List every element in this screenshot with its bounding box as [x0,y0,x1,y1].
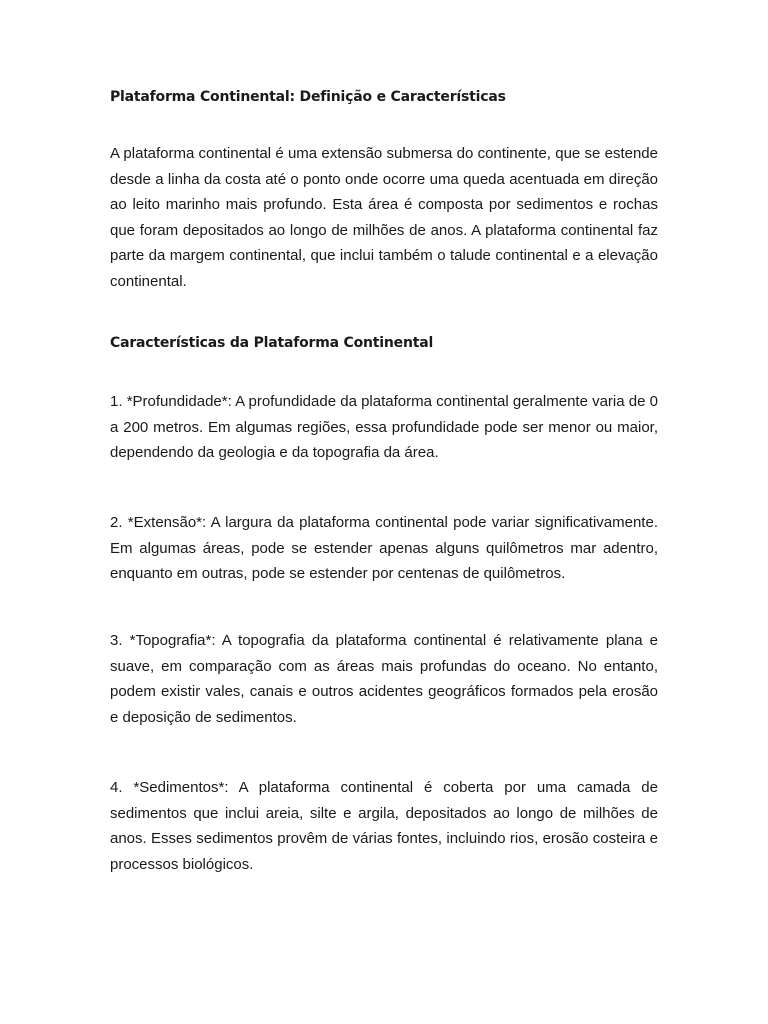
list-item-profundidade: 1. *Profundidade*: A profundidade da plataforma continental geralmente varia de 0 a 200 metros. Em algumas regiões, essa profundidade pode ser menor ou maior, dependendo da geologia e da topografia da área. [110,393,658,462]
list-item-extensao: 2. *Extensão*: A largura da plataforma continental pode variar significativamente. Em algumas áreas, pode se estender apenas alguns quilômetros mar adentro, enquanto em outras, pode se estender por centenas de quilômetros. [110,514,658,583]
page-title: Plataforma Continental: Definição e Características [110,89,506,105]
intro-paragraph: A plataforma continental é uma extensão submersa do continente, que se estende desde a linha da costa até o ponto onde ocorre uma queda acentuada em direção ao leito marinho mais profundo. Esta área é composta por sedimentos e rochas que foram depositados ao longo de milhões de anos. A plataforma continental faz parte da margem continental, que inclui também o talude continental e a elevação continental. [110,145,658,290]
list-item-sedimentos: 4. *Sedimentos*: A plataforma continental é coberta por uma camada de sedimentos que inclui areia, silte e argila, depositados ao longo de milhões de anos. Esses sedimentos provêm de várias fontes, incluindo rios, erosão costeira e processos biológicos. [110,779,658,873]
list-item-topografia: 3. *Topografia*: A topografia da plataforma continental é relativamente plana e suave, em comparação com as áreas mais profundas do oceano. No entanto, podem existir vales, canais e outros acidentes geográficos formados pela erosão e deposição de sedimentos. [110,632,658,726]
section-heading: Características da Plataforma Continental [110,335,434,351]
